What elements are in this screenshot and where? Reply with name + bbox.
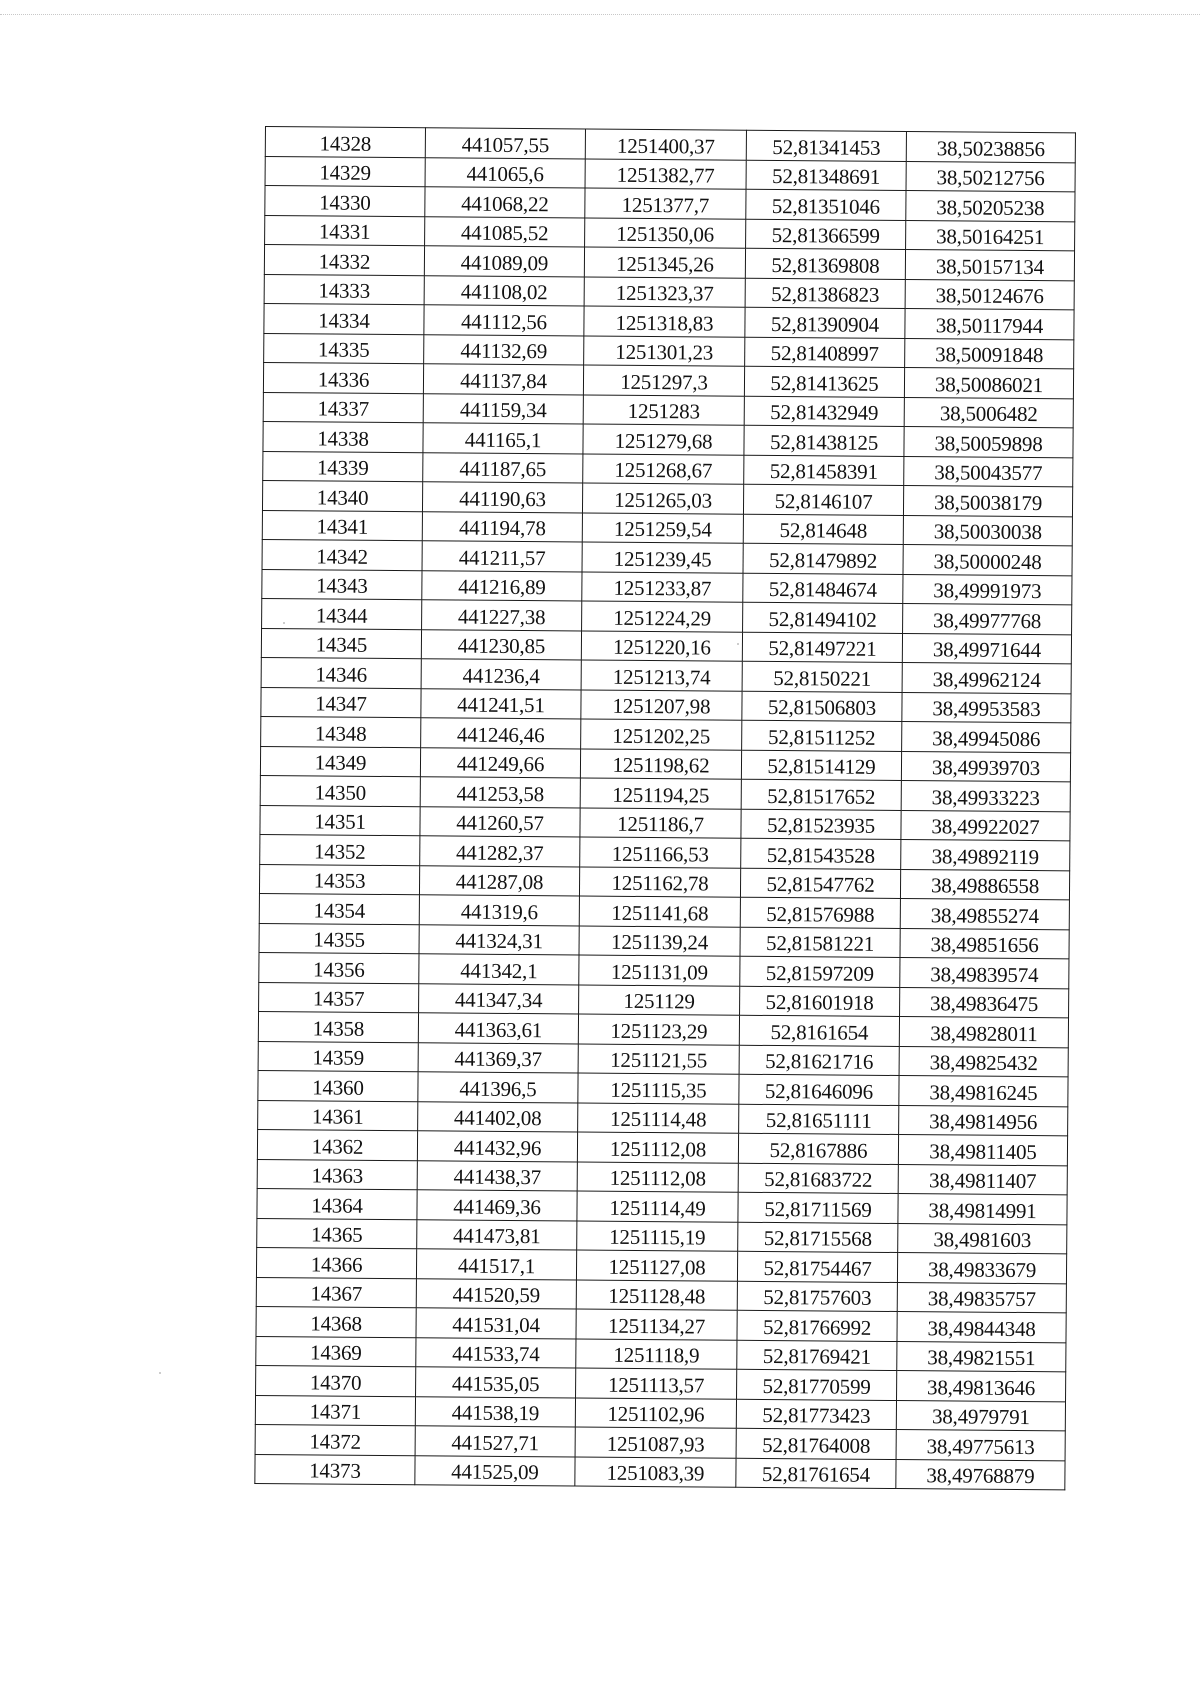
latitude-cell: 52,81458391 — [744, 455, 904, 486]
y-coordinate-cell: 1251134,27 — [576, 1309, 737, 1340]
x-coordinate-cell: 441236,4 — [421, 659, 581, 690]
point-number-cell: 14354 — [259, 893, 419, 924]
y-coordinate-cell: 1251128,48 — [576, 1279, 737, 1310]
x-coordinate-cell: 441527,71 — [415, 1426, 575, 1457]
y-coordinate-cell: 1251114,49 — [577, 1191, 738, 1222]
latitude-cell: 52,81621716 — [739, 1045, 899, 1076]
point-number-cell: 14369 — [256, 1336, 416, 1367]
x-coordinate-cell: 441085,52 — [425, 216, 585, 247]
longitude-cell: 38,50164251 — [906, 220, 1075, 251]
latitude-cell: 52,81651111 — [739, 1104, 899, 1135]
y-coordinate-cell: 1251118,9 — [576, 1338, 737, 1369]
latitude-cell: 52,8167886 — [738, 1133, 898, 1164]
latitude-cell: 52,81646096 — [739, 1074, 899, 1105]
y-coordinate-cell: 1251345,26 — [584, 247, 745, 278]
x-coordinate-cell: 441190,63 — [422, 482, 582, 513]
x-coordinate-cell: 441473,81 — [417, 1219, 577, 1250]
x-coordinate-cell: 441057,55 — [425, 128, 585, 159]
y-coordinate-cell: 1251115,19 — [577, 1220, 738, 1251]
point-number-cell: 14365 — [257, 1218, 417, 1249]
x-coordinate-cell: 441216,89 — [422, 570, 582, 601]
point-number-cell: 14357 — [259, 982, 419, 1013]
x-coordinate-cell: 441068,22 — [425, 187, 585, 218]
point-number-cell: 14355 — [259, 923, 419, 954]
y-coordinate-cell: 1251198,62 — [580, 748, 741, 779]
y-coordinate-cell: 1251382,77 — [585, 159, 746, 190]
point-number-cell: 14359 — [258, 1041, 418, 1072]
x-coordinate-cell: 441246,46 — [421, 718, 581, 749]
y-coordinate-cell: 1251350,06 — [585, 218, 746, 249]
latitude-cell: 52,81438125 — [744, 425, 904, 456]
y-coordinate-cell: 1251224,29 — [582, 601, 743, 632]
latitude-cell: 52,8150221 — [742, 661, 902, 692]
x-coordinate-cell: 441194,78 — [422, 511, 582, 542]
point-number-cell: 14331 — [265, 215, 425, 246]
longitude-cell: 38,50091848 — [905, 338, 1074, 369]
point-number-cell: 14330 — [265, 186, 425, 217]
y-coordinate-cell: 1251202,25 — [581, 719, 742, 750]
latitude-cell: 52,81683722 — [738, 1163, 898, 1194]
y-coordinate-cell: 1251268,67 — [583, 454, 744, 485]
longitude-cell: 38,49813646 — [897, 1371, 1066, 1402]
latitude-cell: 52,81773423 — [736, 1399, 896, 1430]
point-number-cell: 14350 — [260, 775, 420, 806]
latitude-cell: 52,81523935 — [741, 809, 901, 840]
x-coordinate-cell: 441432,96 — [417, 1131, 577, 1162]
point-number-cell: 14352 — [260, 834, 420, 865]
y-coordinate-cell: 1251127,08 — [576, 1250, 737, 1281]
point-number-cell: 14353 — [259, 864, 419, 895]
latitude-cell: 52,81766992 — [737, 1310, 897, 1341]
y-coordinate-cell: 1251194,25 — [580, 778, 741, 809]
y-coordinate-cell: 1251213,74 — [581, 660, 742, 691]
longitude-cell: 38,49855274 — [900, 899, 1069, 930]
longitude-cell: 38,50086021 — [904, 368, 1073, 399]
longitude-cell: 38,49971644 — [902, 633, 1071, 664]
latitude-cell: 52,81547762 — [740, 868, 900, 899]
point-number-cell: 14337 — [263, 392, 423, 423]
latitude-cell: 52,81770599 — [737, 1369, 897, 1400]
x-coordinate-cell: 441230,85 — [421, 629, 581, 660]
point-number-cell: 14360 — [258, 1070, 418, 1101]
longitude-cell: 38,49839574 — [900, 958, 1069, 989]
x-coordinate-cell: 441108,02 — [424, 275, 584, 306]
latitude-cell: 52,81494102 — [743, 602, 903, 633]
longitude-cell: 38,49945086 — [902, 722, 1071, 753]
latitude-cell: 52,8146107 — [743, 484, 903, 515]
longitude-cell: 38,50030038 — [903, 515, 1072, 546]
longitude-cell: 38,50117944 — [905, 309, 1074, 340]
longitude-cell: 38,49939703 — [901, 751, 1070, 782]
y-coordinate-cell: 1251141,68 — [579, 896, 740, 927]
longitude-cell: 38,49825432 — [899, 1046, 1068, 1077]
latitude-cell: 52,81514129 — [741, 750, 901, 781]
latitude-cell: 52,81390904 — [745, 307, 905, 338]
y-coordinate-cell: 1251112,08 — [577, 1161, 738, 1192]
longitude-cell: 38,49768879 — [896, 1459, 1065, 1490]
x-coordinate-cell: 441347,34 — [419, 983, 579, 1014]
point-number-cell: 14372 — [255, 1424, 415, 1455]
point-number-cell: 14348 — [261, 716, 421, 747]
point-number-cell: 14345 — [261, 628, 421, 659]
latitude-cell: 52,81543528 — [741, 838, 901, 869]
x-coordinate-cell: 441525,09 — [415, 1455, 575, 1486]
x-coordinate-cell: 441137,84 — [423, 364, 583, 395]
longitude-cell: 38,50157134 — [905, 250, 1074, 281]
x-coordinate-cell: 441363,61 — [418, 1013, 578, 1044]
x-coordinate-cell: 441287,08 — [419, 865, 579, 896]
latitude-cell: 52,81348691 — [746, 160, 906, 191]
y-coordinate-cell: 1251207,98 — [581, 689, 742, 720]
y-coordinate-cell: 1251297,3 — [583, 365, 744, 396]
point-number-cell: 14340 — [262, 480, 422, 511]
longitude-cell: 38,49922027 — [901, 810, 1070, 841]
latitude-cell: 52,81764008 — [736, 1428, 896, 1459]
latitude-cell: 52,81576988 — [740, 897, 900, 928]
y-coordinate-cell: 1251113,57 — [576, 1368, 737, 1399]
longitude-cell: 38,49835757 — [897, 1282, 1066, 1313]
y-coordinate-cell: 1251377,7 — [585, 188, 746, 219]
y-coordinate-cell: 1251139,24 — [579, 925, 740, 956]
point-number-cell: 14371 — [255, 1395, 415, 1426]
x-coordinate-cell: 441533,74 — [416, 1337, 576, 1368]
scan-speck — [159, 1372, 161, 1374]
latitude-cell: 52,81601918 — [740, 986, 900, 1017]
longitude-cell: 38,50212756 — [906, 161, 1075, 192]
point-number-cell: 14361 — [258, 1100, 418, 1131]
longitude-cell: 38,49828011 — [899, 1017, 1068, 1048]
latitude-cell: 52,81517652 — [741, 779, 901, 810]
longitude-cell: 38,49892119 — [901, 840, 1070, 871]
x-coordinate-cell: 441253,58 — [420, 777, 580, 808]
longitude-cell: 38,49844348 — [897, 1312, 1066, 1343]
y-coordinate-cell: 1251114,48 — [578, 1102, 739, 1133]
latitude-cell: 52,81511252 — [742, 720, 902, 751]
y-coordinate-cell: 1251233,87 — [582, 572, 743, 603]
y-coordinate-cell: 1251318,83 — [584, 306, 745, 337]
y-coordinate-cell: 1251162,78 — [579, 866, 740, 897]
latitude-cell: 52,81479892 — [743, 543, 903, 574]
coordinate-table-body — [255, 127, 1076, 1490]
latitude-cell: 52,81369808 — [745, 248, 905, 279]
latitude-cell: 52,81757603 — [737, 1281, 897, 1312]
point-number-cell: 14362 — [257, 1129, 417, 1160]
longitude-cell: 38,49811405 — [898, 1135, 1067, 1166]
point-number-cell: 14334 — [264, 303, 424, 334]
longitude-cell: 38,50038179 — [903, 486, 1072, 517]
point-number-cell: 14333 — [264, 274, 424, 305]
y-coordinate-cell: 1251239,45 — [582, 542, 743, 573]
point-number-cell: 14368 — [256, 1306, 416, 1337]
longitude-cell: 38,50000248 — [903, 545, 1072, 576]
y-coordinate-cell: 1251186,7 — [580, 807, 741, 838]
longitude-cell: 38,49991973 — [903, 574, 1072, 605]
longitude-cell: 38,49811407 — [898, 1164, 1067, 1195]
latitude-cell: 52,81761654 — [736, 1458, 896, 1489]
x-coordinate-cell: 441535,05 — [416, 1367, 576, 1398]
longitude-cell: 38,50205238 — [906, 191, 1075, 222]
x-coordinate-cell: 441227,38 — [422, 600, 582, 631]
latitude-cell: 52,81413625 — [744, 366, 904, 397]
latitude-cell: 52,81351046 — [746, 189, 906, 220]
x-coordinate-cell: 441132,69 — [424, 334, 584, 365]
x-coordinate-cell: 441396,5 — [418, 1072, 578, 1103]
point-number-cell: 14351 — [260, 805, 420, 836]
y-coordinate-cell: 1251121,55 — [578, 1043, 739, 1074]
y-coordinate-cell: 1251115,35 — [578, 1073, 739, 1104]
y-coordinate-cell: 1251102,96 — [575, 1397, 736, 1428]
y-coordinate-cell: 1251259,54 — [582, 513, 743, 544]
point-number-cell: 14344 — [262, 598, 422, 629]
longitude-cell: 38,49962124 — [902, 663, 1071, 694]
y-coordinate-cell: 1251265,03 — [582, 483, 743, 514]
y-coordinate-cell: 1251279,68 — [583, 424, 744, 455]
y-coordinate-cell: 1251087,93 — [575, 1427, 736, 1458]
x-coordinate-cell: 441517,1 — [416, 1249, 576, 1280]
point-number-cell: 14367 — [256, 1277, 416, 1308]
point-number-cell: 14336 — [263, 362, 423, 393]
longitude-cell: 38,49814956 — [899, 1105, 1068, 1136]
x-coordinate-cell: 441249,66 — [420, 747, 580, 778]
x-coordinate-cell: 441402,08 — [418, 1101, 578, 1132]
latitude-cell: 52,81341453 — [746, 130, 906, 161]
point-number-cell: 14347 — [261, 687, 421, 718]
point-number-cell: 14363 — [257, 1159, 417, 1190]
x-coordinate-cell: 441260,57 — [420, 806, 580, 837]
point-number-cell: 14366 — [256, 1247, 416, 1278]
y-coordinate-cell: 1251166,53 — [580, 837, 741, 868]
x-coordinate-cell: 441211,57 — [422, 541, 582, 572]
point-number-cell: 14364 — [257, 1188, 417, 1219]
coordinate-table-container — [254, 126, 1080, 1490]
point-number-cell: 14358 — [258, 1011, 418, 1042]
longitude-cell: 38,50059898 — [904, 427, 1073, 458]
x-coordinate-cell: 441159,34 — [423, 393, 583, 424]
point-number-cell: 14356 — [259, 952, 419, 983]
point-number-cell: 14341 — [262, 510, 422, 541]
x-coordinate-cell: 441319,6 — [419, 895, 579, 926]
point-number-cell: 14343 — [262, 569, 422, 600]
longitude-cell: 38,49775613 — [896, 1429, 1065, 1460]
latitude-cell: 52,81408997 — [745, 337, 905, 368]
longitude-cell: 38,50124676 — [905, 279, 1074, 310]
x-coordinate-cell: 441112,56 — [424, 305, 584, 336]
latitude-cell: 52,81506803 — [742, 691, 902, 722]
point-number-cell: 14338 — [263, 421, 423, 452]
latitude-cell: 52,81715568 — [738, 1222, 898, 1253]
point-number-cell: 14349 — [260, 746, 420, 777]
latitude-cell: 52,81711569 — [738, 1192, 898, 1223]
x-coordinate-cell: 441282,37 — [420, 836, 580, 867]
point-number-cell: 14342 — [262, 539, 422, 570]
y-coordinate-cell: 1251323,37 — [584, 277, 745, 308]
longitude-cell: 38,50238856 — [906, 132, 1075, 163]
latitude-cell: 52,814648 — [743, 514, 903, 545]
longitude-cell: 38,49821551 — [897, 1341, 1066, 1372]
longitude-cell: 38,5006482 — [904, 397, 1073, 428]
latitude-cell: 52,8161654 — [739, 1015, 899, 1046]
y-coordinate-cell: 1251301,23 — [584, 336, 745, 367]
y-coordinate-cell: 1251220,16 — [581, 631, 742, 662]
latitude-cell: 52,81366599 — [746, 219, 906, 250]
y-coordinate-cell: 1251131,09 — [579, 955, 740, 986]
longitude-cell: 38,49833679 — [897, 1253, 1066, 1284]
latitude-cell: 52,81754467 — [737, 1251, 897, 1282]
longitude-cell: 38,49816245 — [899, 1076, 1068, 1107]
point-number-cell: 14339 — [263, 451, 423, 482]
table-row — [255, 1454, 1065, 1490]
x-coordinate-cell: 441065,6 — [425, 157, 585, 188]
y-coordinate-cell: 1251283 — [583, 395, 744, 426]
x-coordinate-cell: 441520,59 — [416, 1278, 576, 1309]
x-coordinate-cell: 441241,51 — [421, 688, 581, 719]
point-number-cell: 14332 — [264, 245, 424, 276]
longitude-cell: 38,49977768 — [903, 604, 1072, 635]
x-coordinate-cell: 441342,1 — [419, 954, 579, 985]
x-coordinate-cell: 441089,09 — [424, 246, 584, 277]
point-number-cell: 14328 — [265, 127, 425, 158]
latitude-cell: 52,81581221 — [740, 927, 900, 958]
longitude-cell: 38,49886558 — [900, 869, 1069, 900]
coordinate-table — [254, 126, 1076, 1490]
x-coordinate-cell: 441531,04 — [416, 1308, 576, 1339]
longitude-cell: 38,49953583 — [902, 692, 1071, 723]
scan-edge-line — [0, 14, 1200, 15]
y-coordinate-cell: 1251129 — [579, 984, 740, 1015]
x-coordinate-cell: 441438,37 — [417, 1160, 577, 1191]
longitude-cell: 38,49814991 — [898, 1194, 1067, 1225]
point-number-cell: 14329 — [265, 156, 425, 187]
latitude-cell: 52,81769421 — [737, 1340, 897, 1371]
y-coordinate-cell: 1251083,39 — [575, 1456, 736, 1487]
longitude-cell: 38,4979791 — [896, 1400, 1065, 1431]
latitude-cell: 52,81386823 — [745, 278, 905, 309]
latitude-cell: 52,81597209 — [740, 956, 900, 987]
latitude-cell: 52,81484674 — [743, 573, 903, 604]
point-number-cell: 14370 — [256, 1365, 416, 1396]
longitude-cell: 38,4981603 — [898, 1223, 1067, 1254]
latitude-cell: 52,81497221 — [742, 632, 902, 663]
longitude-cell: 38,49836475 — [900, 987, 1069, 1018]
point-number-cell: 14335 — [264, 333, 424, 364]
x-coordinate-cell: 441187,65 — [423, 452, 583, 483]
x-coordinate-cell: 441324,31 — [419, 924, 579, 955]
x-coordinate-cell: 441538,19 — [415, 1396, 575, 1427]
longitude-cell: 38,50043577 — [904, 456, 1073, 487]
longitude-cell: 38,49851656 — [900, 928, 1069, 959]
point-number-cell: 14373 — [255, 1454, 415, 1485]
y-coordinate-cell: 1251400,37 — [585, 129, 746, 160]
y-coordinate-cell: 1251112,08 — [577, 1132, 738, 1163]
x-coordinate-cell: 441469,36 — [417, 1190, 577, 1221]
x-coordinate-cell: 441165,1 — [423, 423, 583, 454]
longitude-cell: 38,49933223 — [901, 781, 1070, 812]
x-coordinate-cell: 441369,37 — [418, 1042, 578, 1073]
latitude-cell: 52,81432949 — [744, 396, 904, 427]
point-number-cell: 14346 — [261, 657, 421, 688]
y-coordinate-cell: 1251123,29 — [578, 1014, 739, 1045]
